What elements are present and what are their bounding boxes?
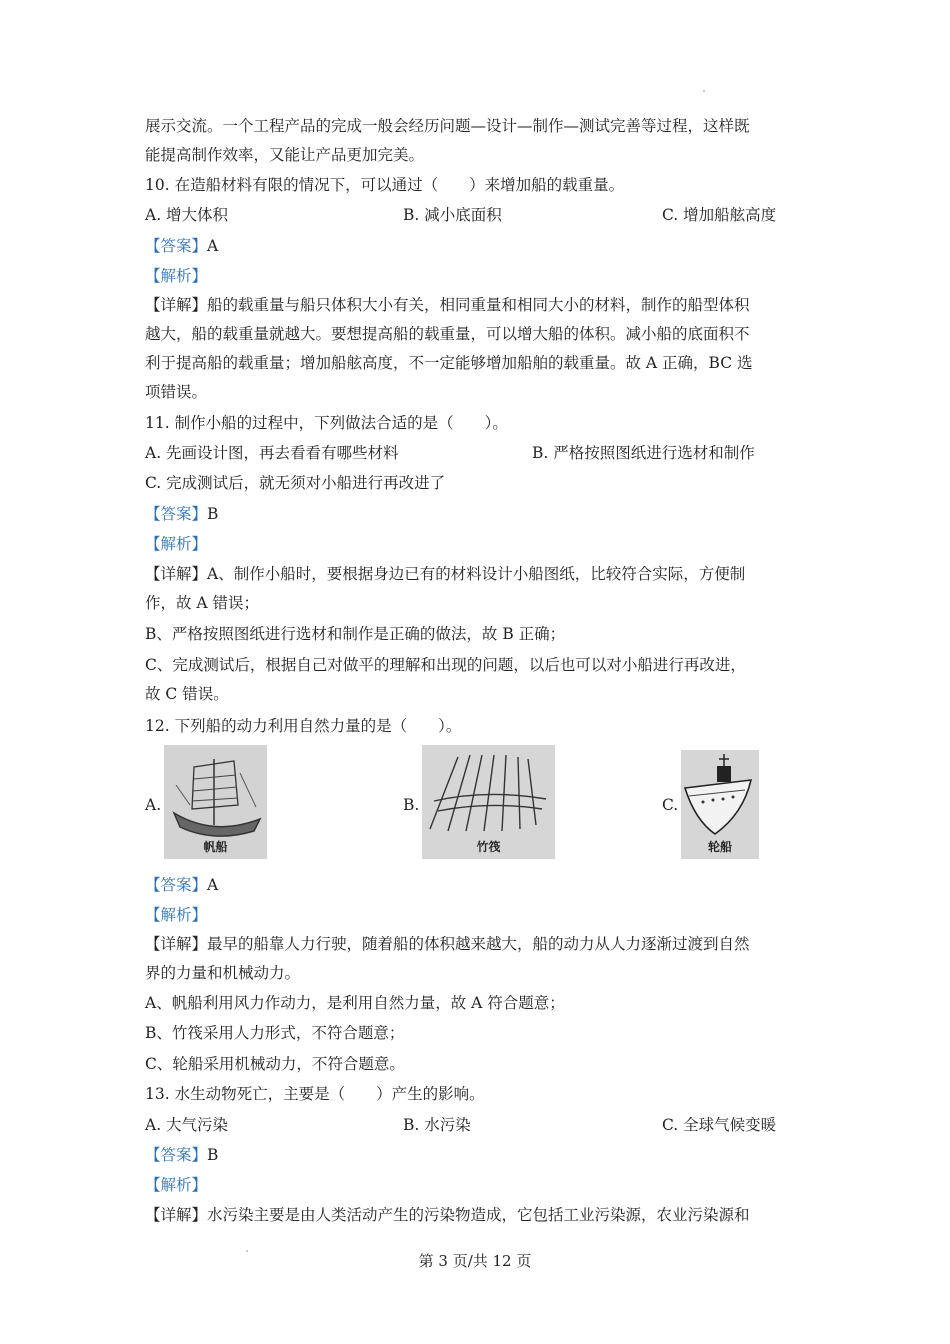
- q10-answer: [145, 236, 218, 256]
- detail-tag: 【详解】: [145, 1206, 208, 1224]
- q11-analysis-tag: 【解析】: [145, 535, 208, 553]
- q11-detail-3: B、严格按照图纸进行选材和制作是正确的做法，故 B 正确；: [145, 625, 566, 643]
- q11-answer: [145, 504, 218, 524]
- q12-detail-1: [145, 934, 750, 954]
- detail-text: A、制作小船时，要根据身边已有的材料设计小船图纸，比较符合实际，方便制: [207, 565, 746, 583]
- detail-tag: 【详解】: [145, 565, 208, 583]
- intro-line-2: 能提高制作效率，又能让产品更加完美。: [145, 146, 425, 164]
- q13-option-b: B. 水污染: [403, 1116, 471, 1134]
- q10-stem: 10. 在造船材料有限的情况下，可以通过（ ）来增加船的载重量。: [145, 176, 625, 194]
- q11-detail-1: [145, 564, 745, 584]
- intro-line-1: 展示交流。一个工程产品的完成一般会经历问题—设计—制作—测试完善等过程，这样既: [145, 117, 750, 135]
- q10-detail-3: 利于提高船的载重量；增加船舷高度，不一定能够增加船舶的载重量。故 A 正确，BC 选: [145, 354, 753, 372]
- q13-stem: 13. 水生动物死亡，主要是（ ）产生的影响。: [145, 1085, 485, 1103]
- detail-tag: 【详解】: [145, 296, 208, 314]
- answer-value: A: [207, 237, 219, 255]
- answer-value: A: [207, 876, 219, 894]
- q12-answer: [145, 875, 218, 895]
- sailboat-image: [164, 745, 267, 859]
- q10-option-c: C. 增加船舷高度: [662, 206, 777, 224]
- q11-detail-2: 作，故 A 错误；: [145, 594, 260, 612]
- q12-option-b: B.: [403, 796, 420, 814]
- bamboo-raft-image: [422, 745, 555, 859]
- q12-detail-4: B、竹筏采用人力形式，不符合题意；: [145, 1024, 405, 1042]
- q12-detail-3: A、帆船利用风力作动力，是利用自然力量，故 A 符合题意；: [145, 994, 565, 1012]
- q11-option-b: B. 严格按照图纸进行选材和制作: [532, 444, 755, 462]
- q11-detail-4: C、完成测试后，根据自己对做平的理解和出现的问题，以后也可以对小船进行再改进，: [145, 656, 746, 674]
- answer-value: B: [207, 1146, 219, 1164]
- pic-caption: 帆船: [203, 840, 228, 854]
- q13-answer: [145, 1145, 218, 1165]
- q13-option-a: A. 大气污染: [145, 1116, 229, 1134]
- q12-analysis-tag: 【解析】: [145, 906, 208, 924]
- answer-value: B: [207, 505, 219, 523]
- page-footer: 第 3 页/共 12 页: [418, 1252, 532, 1270]
- detail-text: 船的载重量与船只体积大小有关，相同重量和相同大小的材料，制作的船型体积: [207, 296, 750, 314]
- q12-detail-2: 界的力量和机械动力。: [145, 964, 301, 982]
- q12-option-a: A.: [145, 796, 162, 814]
- detail-tag: 【详解】: [145, 935, 208, 953]
- q13-option-c: C. 全球气候变暖: [662, 1116, 777, 1134]
- q12-stem: 12. 下列船的动力利用自然力量的是（ ）。: [145, 717, 462, 735]
- scan-speck: [703, 90, 705, 92]
- q10-detail-4: 项错误。: [145, 383, 208, 401]
- pic-caption: 竹筏: [476, 840, 501, 854]
- q10-option-a: A. 增大体积: [145, 206, 229, 224]
- detail-text: 水污染主要是由人类活动产生的污染物造成，它包括工业污染源，农业污染源和: [207, 1206, 750, 1224]
- answer-tag: 【答案】: [145, 876, 208, 894]
- q10-detail-1: [145, 295, 750, 315]
- q12-detail-5: C、轮船采用机械动力，不符合题意。: [145, 1055, 405, 1073]
- q11-stem: 11. 制作小船的过程中，下列做法合适的是（ ）。: [145, 414, 508, 432]
- q10-detail-2: 越大，船的载重量就越大。要想提高船的载重量，可以增大船的体积。减小船的底面积不: [145, 325, 750, 343]
- pic-caption: 轮船: [707, 840, 732, 854]
- q10-option-b: B. 减小底面积: [403, 206, 502, 224]
- answer-tag: 【答案】: [145, 1146, 208, 1164]
- answer-tag: 【答案】: [145, 237, 208, 255]
- q11-option-c: C. 完成测试后，就无须对小船进行再改进了: [145, 474, 446, 492]
- answer-tag: 【答案】: [145, 505, 208, 523]
- steamship-image: [681, 750, 759, 859]
- detail-text: 最早的船靠人力行驶，随着船的体积越来越大，船的动力从人力逐渐过渡到自然: [207, 935, 750, 953]
- q13-detail-1: [145, 1205, 750, 1225]
- q10-analysis-tag: 【解析】: [145, 267, 208, 285]
- q13-analysis-tag: 【解析】: [145, 1176, 208, 1194]
- q11-detail-5: 故 C 错误。: [145, 685, 229, 703]
- q12-option-c: C.: [662, 796, 679, 814]
- q11-option-a: A. 先画设计图，再去看看有哪些材料: [145, 444, 399, 462]
